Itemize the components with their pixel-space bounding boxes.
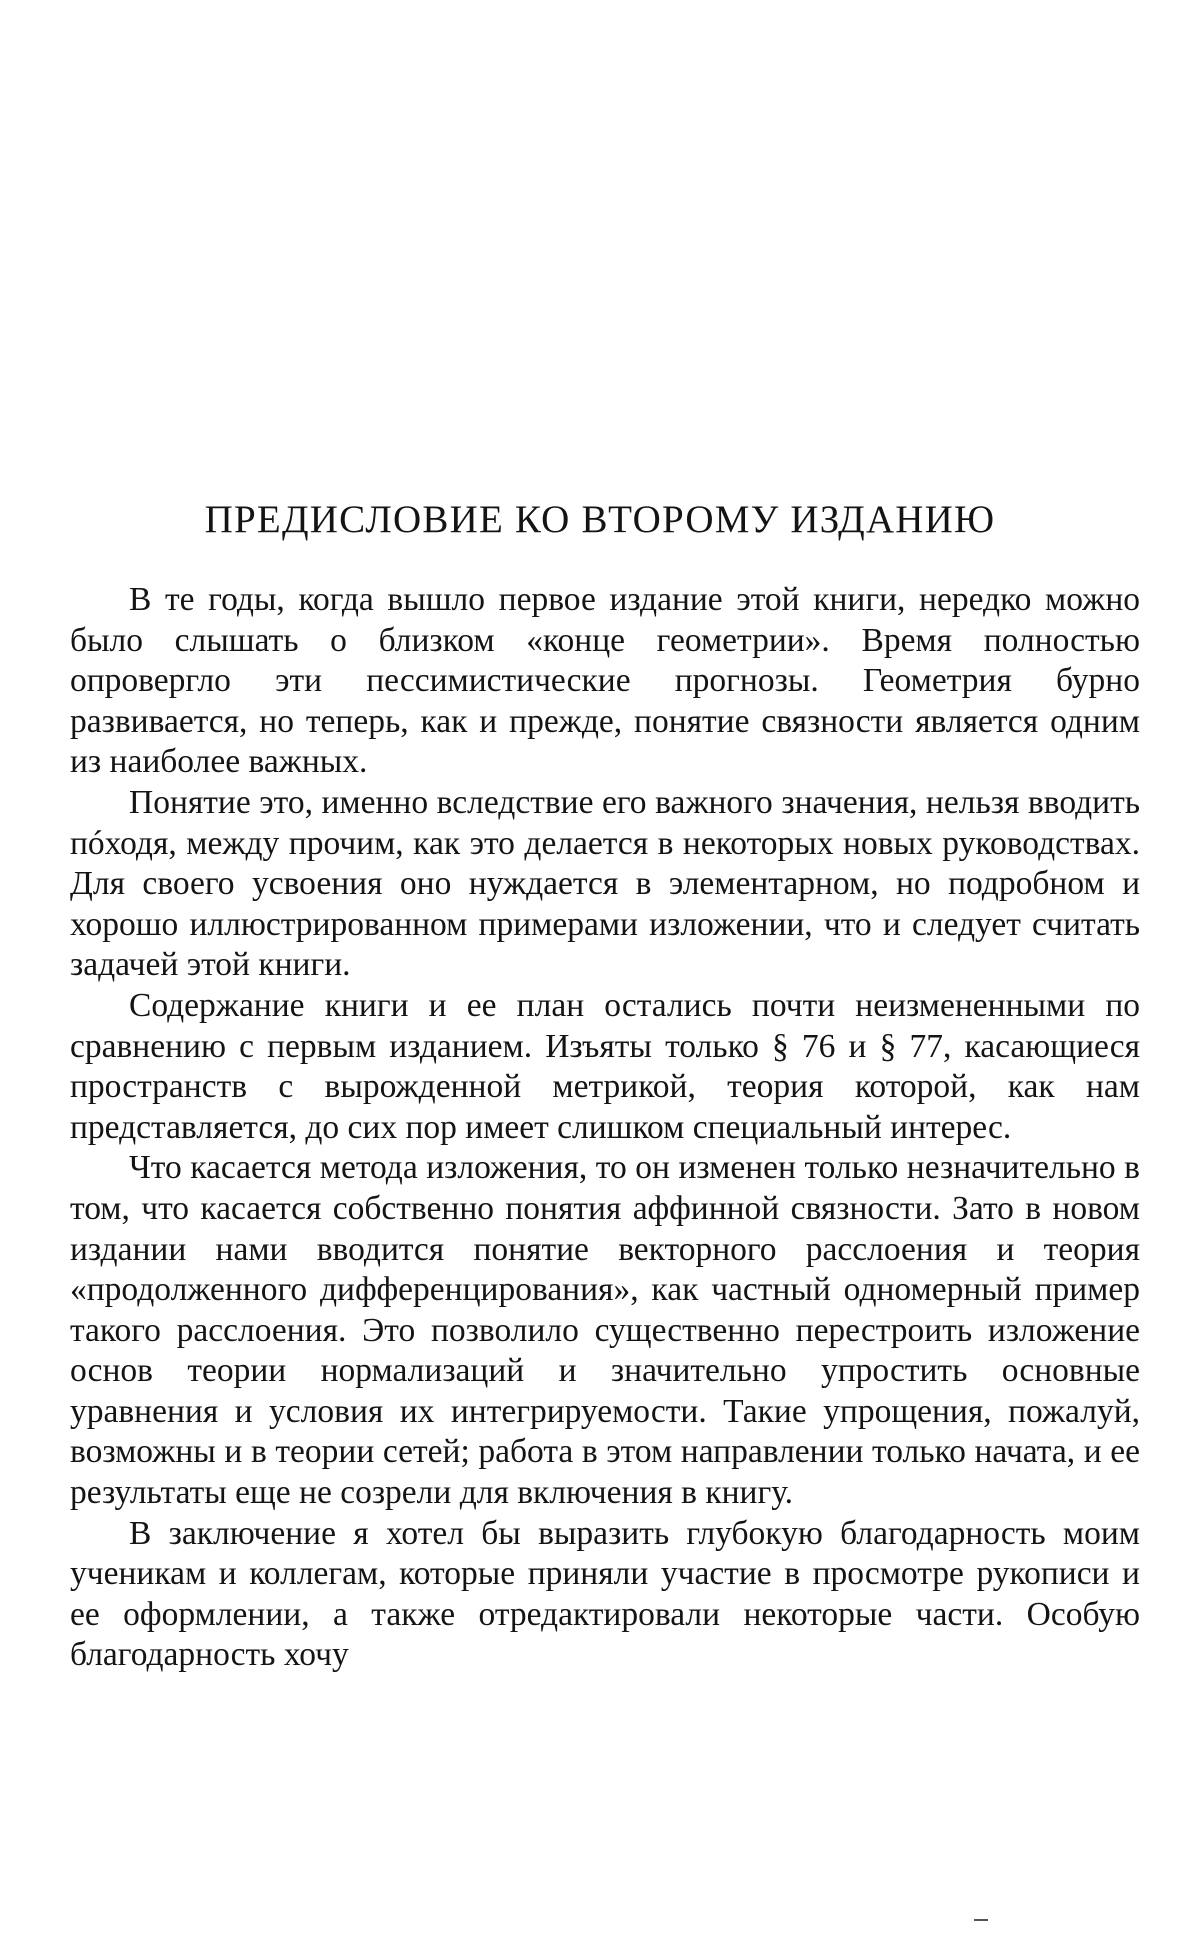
paragraph: Содержание книги и ее план остались почти неизмененными по сравнению с первым изданием. Изъяты только § 76 и § 77, касающиеся пространств с вырожденной метрикой, теория которой, как нам представляется, до сих пор имеет слишком специальный интерес.	[70, 986, 1140, 1146]
paragraph: Что касается метода изложения, то он изменен только незначительно в том, что касается собственно понятия аффинной связности. Зато в новом издании нами вводится понятие векторного расслоения и теория «продолженного дифференцирования», как частный одномерный пример такого расслоения. Это позволило существенно перестроить изложение основ теории нормализаций и значительно упростить основные уравнения и условия их интегрируемости. Такие упрощения, пожалуй, возможны и в теории сетей; работа в этом направлении только начата, и ее результаты еще не созрели для включения в книгу.	[70, 1149, 1140, 1512]
paragraph: В заключение я хотел бы выразить глубокую благодарность моим ученикам и коллегам, которые приняли участие в просмотре рукописи и ее оформлении, а также отредактировали некоторые части. Особую благодарность хочу	[70, 1514, 1140, 1674]
paragraph: В те годы, когда вышло первое издание этой книги, нередко можно было слышать о близком «конце геометрии». Время полностью опровергло эти пессимистические прогнозы. Геометрия бурно развивается, но теперь, как и прежде, понятие связности является одним из наиболее важных.	[70, 581, 1140, 781]
preface-text	[70, 580, 1140, 1676]
paragraph: Понятие это, именно вследствие его важного значения, нельзя вводить пóходя, между прочим, как это делается в некоторых новых руководствах. Для своего усвоения оно нуждается в элементарном, но подробном и хорошо иллюстрированном примерами изложении, что и следует считать задачей этой книги.	[70, 783, 1140, 984]
print-mark	[974, 1919, 988, 1921]
page-title: ПРЕДИСЛОВИЕ КО ВТОРОМУ ИЗДАНИЮ	[204, 498, 996, 541]
